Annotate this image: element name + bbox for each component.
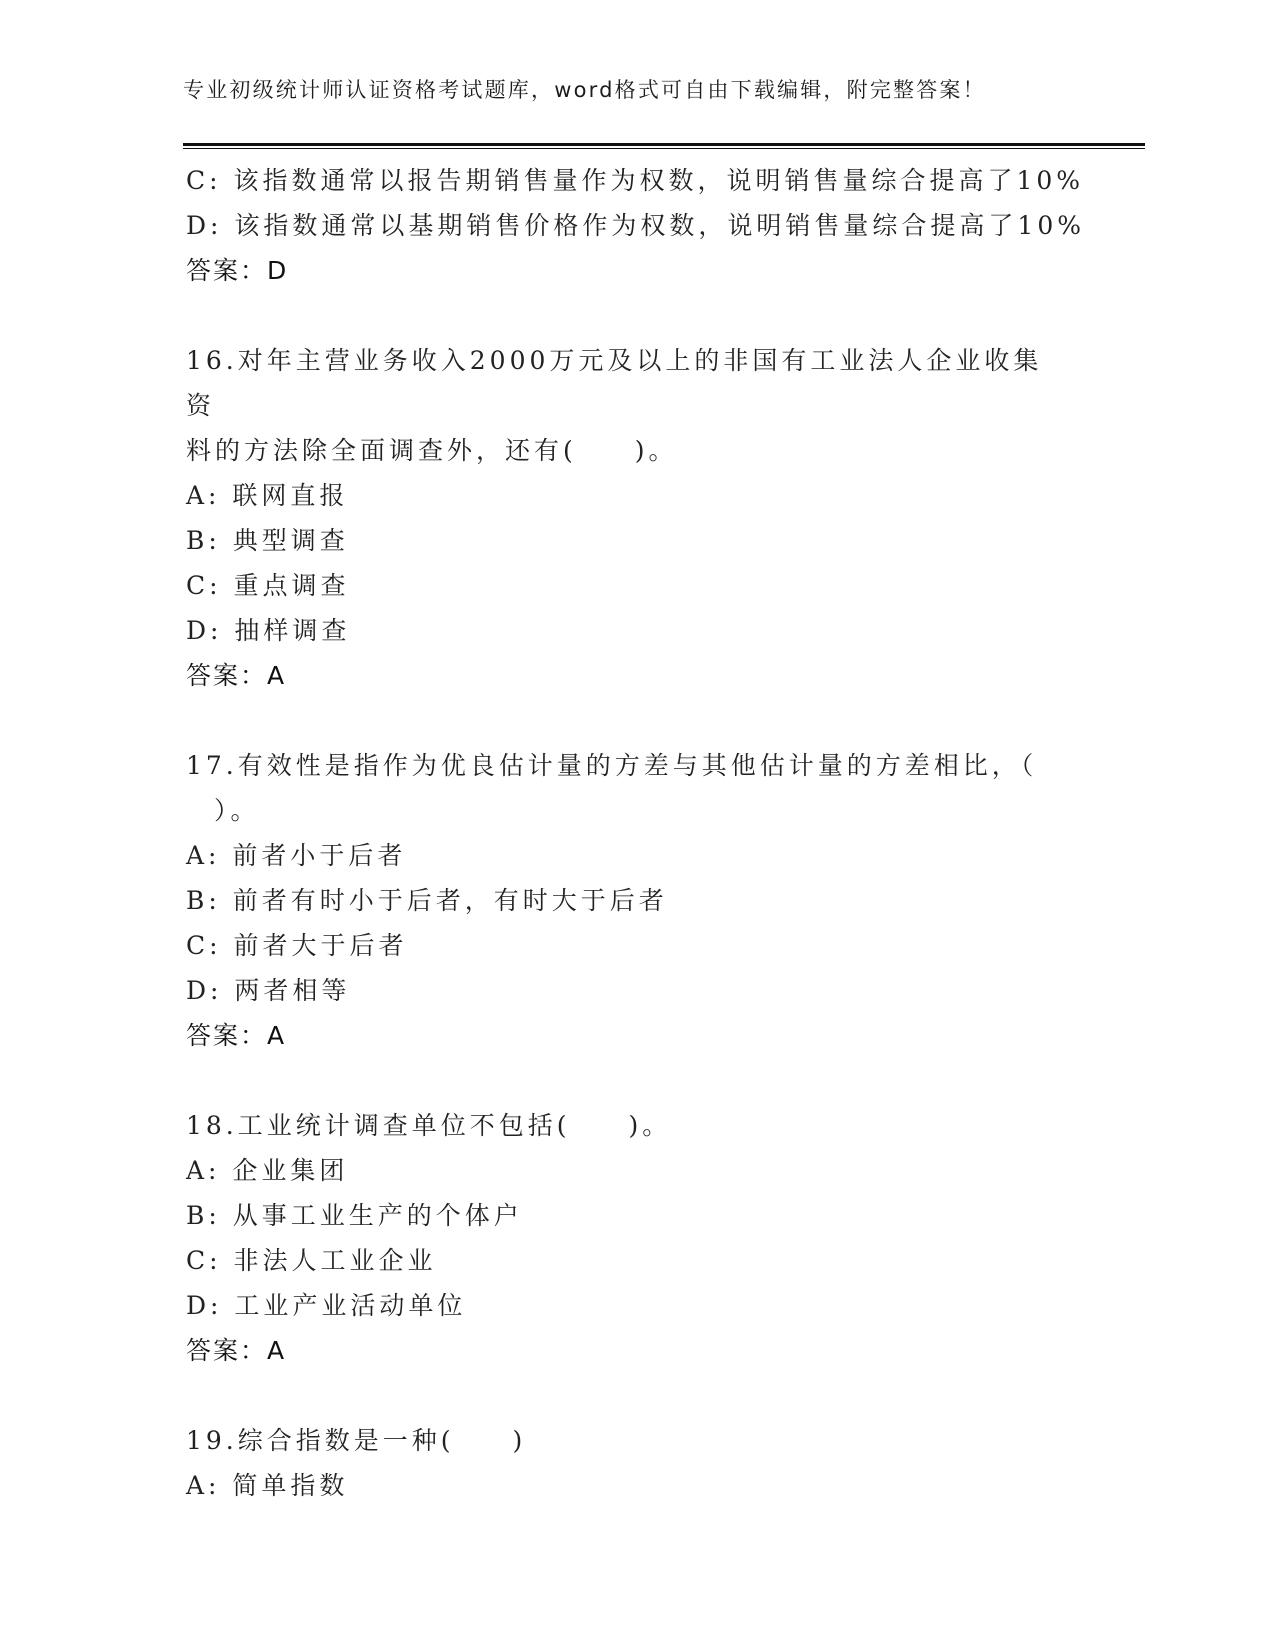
spacer (186, 698, 1066, 743)
option-a: A: 前者小于后者 (186, 841, 407, 870)
option-a: A: 简单指数 (186, 1471, 349, 1500)
option-b: B: 从事工业生产的个体户 (186, 1201, 523, 1230)
answer-line: 答案：A (186, 1336, 287, 1365)
answer-line: 答案：A (186, 1021, 287, 1050)
question-stem-line: 19.综合指数是一种( ) (186, 1426, 527, 1455)
question-content (186, 158, 1085, 1508)
option-b: B: 前者有时小于后者，有时大于后者 (186, 886, 668, 915)
carry-over-block (186, 158, 1085, 293)
option-b: B: 典型调查 (186, 526, 349, 555)
option-d: D: 该指数通常以基期销售价格作为权数，说明销售量综合提高了10% (186, 211, 1085, 240)
question-stem-line: 料的方法除全面调查外，还有( )。 (186, 436, 678, 465)
question-19 (186, 1418, 1066, 1508)
option-c: C: 非法人工业企业 (186, 1246, 437, 1275)
option-c: C: 该指数通常以报告期销售量作为权数，说明销售量综合提高了10% (186, 166, 1085, 195)
option-d: D: 工业产业活动单位 (186, 1291, 467, 1320)
option-d: D: 抽样调查 (186, 616, 351, 645)
option-c: C: 前者大于后者 (186, 931, 408, 960)
answer-line: 答案：D (186, 256, 289, 285)
option-d: D: 两者相等 (186, 976, 351, 1005)
question-stem-line: 16.对年主营业务收入2000万元及以上的非国有工业法人企业收集资 (186, 346, 1043, 420)
question-stem-line: ）。 (214, 796, 260, 825)
question-18 (186, 1103, 1066, 1373)
spacer (186, 293, 1066, 338)
option-a: A: 联网直报 (186, 481, 349, 510)
question-17 (186, 743, 1066, 1058)
spacer (186, 1058, 1066, 1103)
header-rule-thick (183, 143, 1145, 146)
option-a: A: 企业集团 (186, 1156, 349, 1185)
answer-line: 答案：A (186, 661, 287, 690)
option-c: C: 重点调查 (186, 571, 350, 600)
header-rule-thin (183, 148, 1145, 149)
spacer (186, 1373, 1066, 1418)
question-stem-line: 17.有效性是指作为优良估计量的方差与其他估计量的方差相比，（ (186, 751, 1038, 780)
question-16 (186, 338, 1066, 698)
question-stem-line: 18.工业统计调查单位不包括( )。 (186, 1111, 672, 1140)
page-header: 专业初级统计师认证资格考试题库，word格式可自由下载编辑，附完整答案！ (183, 78, 986, 102)
